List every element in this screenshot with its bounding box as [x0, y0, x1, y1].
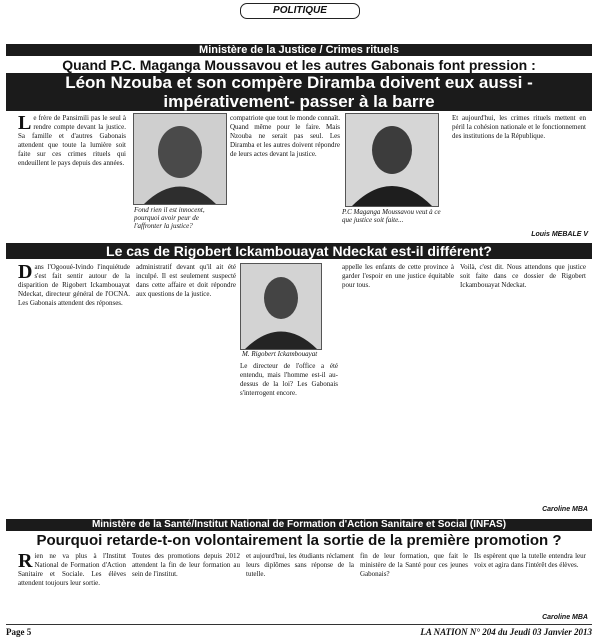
- article3-author: Caroline MBA: [542, 614, 588, 621]
- page-number: Page 5: [6, 627, 32, 637]
- article3-kicker: Ministère de la Santé/Institut National de Formation d'Action Sanitaire et Social (INFAS): [6, 519, 592, 531]
- article2-column-1: [18, 263, 130, 513]
- section-rubric: POLITIQUE: [240, 3, 360, 19]
- article2-column-2: [136, 263, 236, 513]
- article3-dropcap: R: [18, 552, 33, 572]
- article3-column-3: [246, 552, 354, 622]
- article1-caption-2: P.C Maganga Moussavou veut à ce que justice soit faite...: [342, 208, 441, 224]
- article1-photo-1: [133, 113, 227, 205]
- article1-caption-1: Fond rien il est innocent, pourquoi avoir peur de l'affronter la justice?: [134, 206, 205, 230]
- article3-column-1-text: ien ne va plus à l'Institut National de Formation d'Action Sanitaire et Sociale. Les élèves attendent toujours leur sortie.: [18, 552, 126, 587]
- article1-column-2-text: compatriote que tout le monde connaît. Quand même pour le faire. Mais Nzouba ne serait pas seul. Les Diramba et les autres doivent répondre de leurs actes devant la justice.: [230, 114, 340, 158]
- article2-column-2-text: administratif devant qu'il ait été inculpé. Il est seulement suspecté dans cette affaire et doit répondre aux questions de la justice.: [136, 263, 236, 298]
- article1-author: Louis MEBALE V: [531, 231, 588, 238]
- article2-headline: Le cas de Rigobert Ickambouayat Ndeckat est-il différent?: [6, 243, 592, 259]
- article3-column-5-text: Ils espèrent que la tutelle entendra leur voix et agira dans l'intérêt des élèves.: [474, 552, 586, 569]
- article2-photo: [240, 263, 322, 350]
- page-footer: [6, 624, 592, 639]
- article2-caption: M. Rigobert Ickambouayat: [242, 350, 318, 358]
- article2-column-4-text: appelle les enfants de cette province à garder l'espoir en une justice équitable pour tous.: [342, 263, 454, 289]
- issue-info: LA NATION N° 204 du Jeudi 03 Janvier 2013: [420, 627, 592, 637]
- article2-column-5: [460, 263, 586, 505]
- article1-column-3: [452, 114, 586, 232]
- article1-column-2: [230, 114, 340, 238]
- article1-column-1-text: e frère de Pansimili pas le seul à rendre compte devant la justice. Sa famille et d'autres Gabonais attendent que toute la lumière soit faite sur ces crimes rituels qui endeuillent le pays depuis des années.: [18, 114, 126, 167]
- article2-column-4: [342, 263, 454, 513]
- article2-author: Caroline MBA: [542, 506, 588, 513]
- article1-dropcap: L: [18, 114, 32, 134]
- article1-column-1: [18, 114, 126, 238]
- article1-column-3-text: Et aujourd'hui, les crimes rituels mettent en péril la cohésion nationale et le fonctionnement des institutions de la République.: [452, 114, 586, 140]
- article3-column-4: [360, 552, 468, 622]
- article3-column-2: [132, 552, 240, 622]
- article1-headline: Léon Nzouba et son compère Diramba doivent eux aussi -impérativement- passer à la barre: [6, 73, 592, 111]
- article3-headline: Pourquoi retarde-t-on volontairement la sortie de la première promotion ?: [36, 532, 562, 549]
- article2-dropcap: D: [18, 263, 33, 283]
- article2-column-5-text: Voilà, c'est dit. Nous attendons que justice soit faite dans ce dossier de Rigobert Ickambouayat Ndeckat.: [460, 263, 586, 289]
- article1-photo-2: [345, 113, 439, 207]
- article3-column-5: [474, 552, 586, 614]
- article2-column-1-text: ans l'Ogooué-Ivindo l'inquiétude s'est fait sentir autour de la disparition de Rigobert Ickambouayat Ndeckat, directeur général de l'OCNA. Les Gabonais attendent des réponses.: [18, 263, 130, 307]
- article3-column-3-text: et aujourd'hui, les étudiants réclament leurs diplômes sans réponse de la tutelle.: [246, 552, 354, 578]
- article2-column-3-text: Le directeur de l'office a été entendu, mais l'homme est-il au-dessus de la loi? Les Gabonais s'interrogent encore.: [240, 362, 338, 397]
- article2-column-3: [240, 362, 338, 513]
- article3-column-1: [18, 552, 126, 622]
- article1-deck: Quand P.C. Maganga Moussavou et les autres Gabonais font pression :: [62, 57, 536, 73]
- article1-kicker: Ministère de la Justice / Crimes rituels: [6, 44, 592, 56]
- article3-column-2-text: Toutes des promotions depuis 2012 attendent la fin de leur formation au sein de l'institut.: [132, 552, 240, 578]
- article3-column-4-text: fin de leur formation, que fait le ministère de la Santé pour ces jeunes Gabonais?: [360, 552, 468, 578]
